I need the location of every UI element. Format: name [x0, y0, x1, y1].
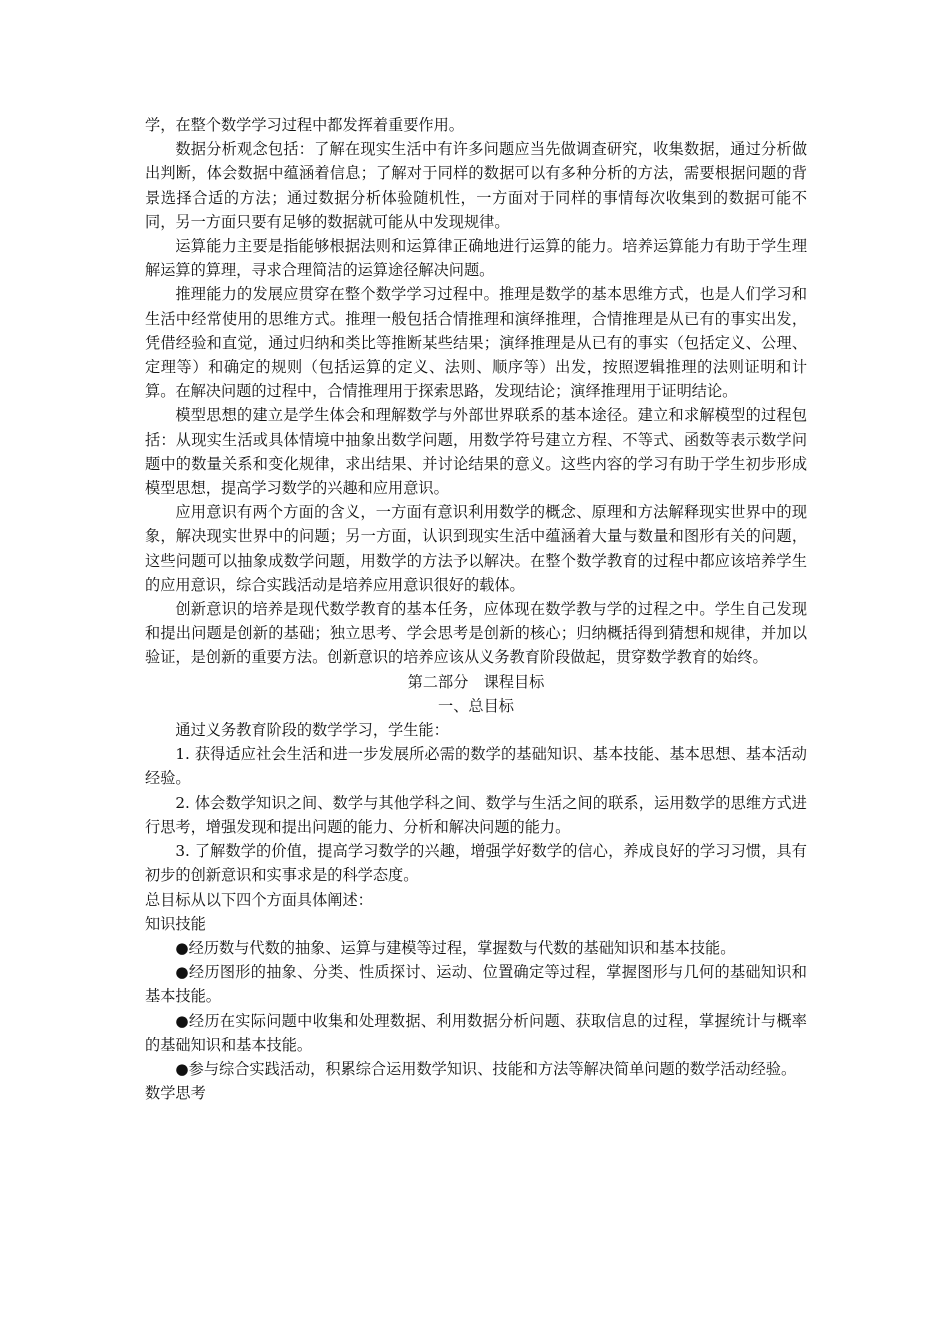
math-thinking-heading: 数学思考: [145, 1084, 206, 1103]
goal-item: 3. 了解数学的价值，提高学习数学的兴趣，增强学好数学的信心，养成良好的学习习惯，具有初步的创新意识和实事求是的科学态度。: [145, 842, 807, 885]
paragraph-reasoning: 推理能力的发展应贯穿在整个数学学习过程中。推理是数学的基本思维方式，也是人们学习和生活中经常使用的思维方式。推理一般包括合情推理和演绎推理，合情推理是从已有的事实出发，凭借经验和直觉，通过归纳和类比等推断某些结果；演绎推理是从已有的事实（包括定义、公理、定理等）和确定的规则（包括运算的定义、法则、顺序等）出发，按照逻辑推理的法则证明和计算。在解决问题的过程中，合情推理用于探索思路，发现结论；演绎推理用于证明结论。: [145, 285, 807, 401]
bullet-item: ●经历图形的抽象、分类、性质探讨、运动、位置确定等过程，掌握图形与几何的基础知识和基本技能。: [145, 963, 807, 1006]
paragraph-continuation: 学，在整个数学学习过程中都发挥着重要作用。: [145, 116, 464, 134]
goal-item: 1. 获得适应社会生活和进一步发展所必需的数学的基础知识、基本技能、基本思想、基本活动经验。: [145, 745, 807, 788]
section-title: 一、总目标: [438, 696, 514, 715]
paragraph-computation: 运算能力主要是指能够根据法则和运算律正确地进行运算的能力。培养运算能力有助于学生理解运算的算理，寻求合理简洁的运算途径解决问题。: [145, 237, 807, 280]
knowledge-skills-heading: 知识技能: [145, 914, 206, 933]
part-title: 第二部分 课程目标: [407, 672, 545, 691]
bullet-item: ●经历在实际问题中收集和处理数据、利用数据分析问题、获取信息的过程，掌握统计与概率的基础知识和基本技能。: [145, 1011, 807, 1054]
goal-item: 2. 体会数学知识之间、数学与其他学科之间、数学与生活之间的联系，运用数学的思维方式进行思考，增强发现和提出问题的能力、分析和解决问题的能力。: [145, 793, 807, 836]
paragraph-data-analysis: 数据分析观念包括：了解在现实生活中有许多问题应当先做调查研究，收集数据，通过分析做出判断，体会数据中蕴涵着信息；了解对于同样的数据可以有多种分析的方法，需要根据问题的背景选择合适的方法；通过数据分析体验随机性，一方面对于同样的事情每次收集到的数据可能不同，另一方面只要有足够的数据就可能从中发现规律。: [145, 140, 807, 231]
bullet-item: ●参与综合实践活动，积累综合运用数学知识、技能和方法等解决简单问题的数学活动经验。: [175, 1059, 797, 1078]
paragraph-innovation: 创新意识的培养是现代数学教育的基本任务，应体现在数学教与学的过程之中。学生自己发现和提出问题是创新的基础；独立思考、学会思考是创新的核心；归纳概括得到猜想和规律，并加以验证，是创新的重要方法。创新意识的培养应该从义务教育阶段做起，贯穿数学教育的始终。: [145, 600, 807, 667]
goals-intro: 通过义务教育阶段的数学学习，学生能：: [175, 721, 449, 740]
paragraph-modeling: 模型思想的建立是学生体会和理解数学与外部世界联系的基本途径。建立和求解模型的过程包括：从现实生活或具体情境中抽象出数学问题，用数学符号建立方程、不等式、函数等表示数学问题中的数量关系和变化规律，求出结果、并讨论结果的意义。这些内容的学习有助于学生初步形成模型思想，提高学习数学的兴趣和应用意识。: [145, 406, 807, 498]
aspects-intro: 总目标从以下四个方面具体阐述：: [145, 890, 373, 909]
document-page: [145, 113, 807, 1105]
bullet-item: ●经历数与代数的抽象、运算与建模等过程，掌握数与代数的基础知识和基本技能。: [175, 938, 736, 957]
paragraph-application: 应用意识有两个方面的含义，一方面有意识利用数学的概念、原理和方法解释现实世界中的现象，解决现实世界中的问题；另一方面，认识到现实生活中蕴涵着大量与数量和图形有关的问题，这些问题可以抽象成数学问题，用数学的方法予以解决。在整个数学教育的过程中都应该培养学生的应用意识，综合实践活动是培养应用意识很好的载体。: [145, 503, 807, 594]
